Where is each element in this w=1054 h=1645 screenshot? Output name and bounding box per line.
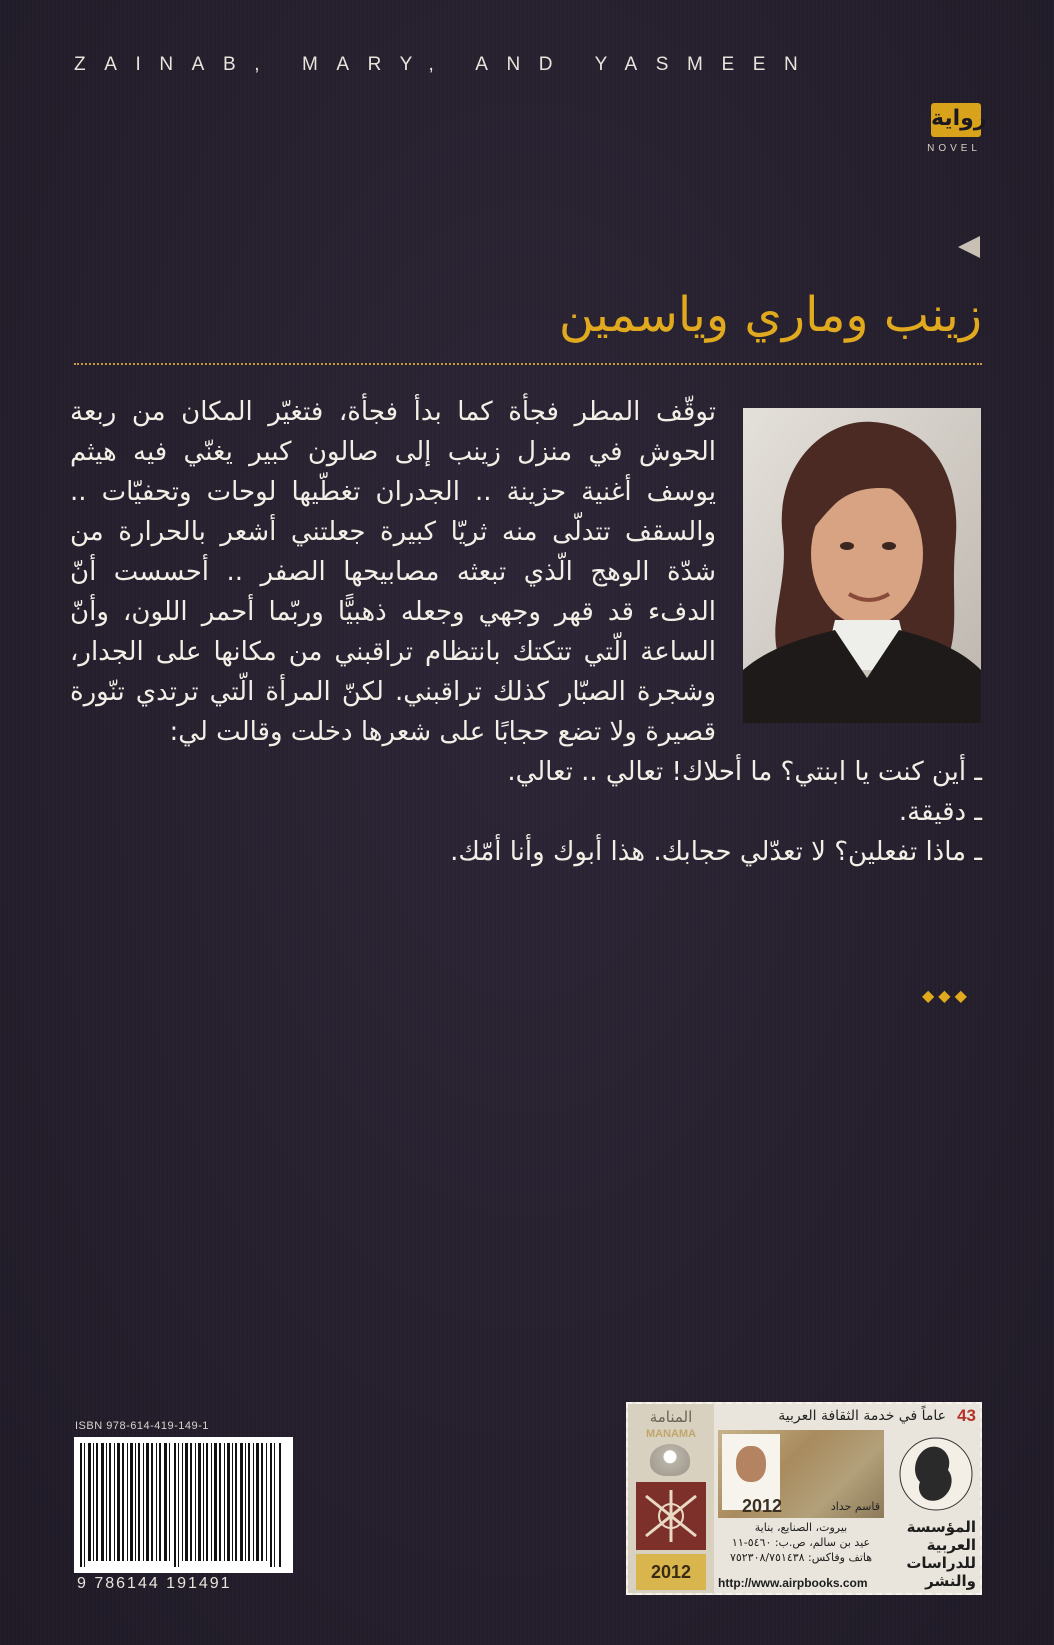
poet-name: قاسم حداد — [830, 1500, 880, 1513]
dialogue-line: ـ دقيقة. — [898, 797, 982, 827]
calligraphy-emblem — [636, 1482, 706, 1550]
dialogue-line: ـ ماذا تفعلين؟ لا تعدّلي حجابك. هذا أبوك وأنا أمّك. — [450, 837, 982, 867]
postage-stamp — [626, 1402, 982, 1595]
stamp-event-year: 2012 — [742, 1496, 783, 1516]
manama-panel — [628, 1404, 714, 1593]
stamp-number: 43 — [957, 1406, 976, 1425]
dotted-divider — [74, 363, 982, 365]
stamp-header-text: عاماً في خدمة الثقافة العربية — [778, 1408, 946, 1424]
logo-text: رواية — [931, 106, 987, 131]
barcode-digits: 9 786144 191491 — [77, 1575, 232, 1592]
logo-subtext: NOVEL — [927, 143, 981, 154]
pearl-icon — [650, 1444, 690, 1476]
separator-dots: ◆◆◆ — [922, 986, 971, 1005]
stamp-year-badge: 2012 — [636, 1554, 706, 1590]
manama-arabic: المنامة — [649, 1408, 693, 1426]
publisher-name: المؤسسة العربية للدراسات والنشر — [906, 1518, 976, 1590]
riwaya-logo-mark — [931, 103, 987, 137]
publisher-url: http://www.airpbooks.com — [718, 1576, 868, 1590]
publisher-address: بيروت، الصنايع، بناية عيد بن سالم، ص.ب: ٥٤٦٠-١١ هاتف وفاكس: ٧٥٢٣٠٨/٧٥١٤٣٨ — [729, 1521, 873, 1564]
excerpt-text — [70, 392, 982, 872]
arabic-title: زينب وماري وياسمين — [558, 287, 982, 343]
excerpt-paragraph: توقّف المطر فجأة كما بدأ فجأة، فتغيّر المكان من ربعة الحوش في منزل زينب إلى صالون كبير يغنّي فيه هيثم يوسف أغنية حزينة .. الجدران تغطّيها لوحات وتحفيّات .. والسقف تتدلّى منه ثريّا كبيرة جعلتني أشعر بالحرارة من شدّة الوهج الّذي تبعثه مصابيحها الصفر .. أحسست أنّ الدفء قد قهر وجهي وجعله ذهبيًّا وربّما أحمر اللون، وأنّ الساعة الّتي تتكتك بانتظام تراقبني من مكانها على الجدار، وشجرة الصبّار كذلك تراقبني. لكنّ المرأة الّتي ترتدي تنّورة قصيرة ولا تضع حجابًا على شعرها دخلت وقالت لي: — [70, 397, 716, 747]
figure-sketch-icon — [894, 1430, 976, 1516]
english-title: ZAINAB, MARY, AND YASMEEN — [74, 54, 817, 75]
triangle-marker-icon — [958, 236, 980, 258]
dialogue-line: ـ أين كنت يا ابنتي؟ ما أحلاك! تعالي .. تعالي. — [507, 757, 982, 787]
novel-logo — [903, 103, 987, 157]
manama-english: MANAMA — [645, 1428, 697, 1440]
isbn-label: ISBN 978-614-419-149-1 — [75, 1420, 209, 1432]
barcode — [74, 1437, 293, 1573]
